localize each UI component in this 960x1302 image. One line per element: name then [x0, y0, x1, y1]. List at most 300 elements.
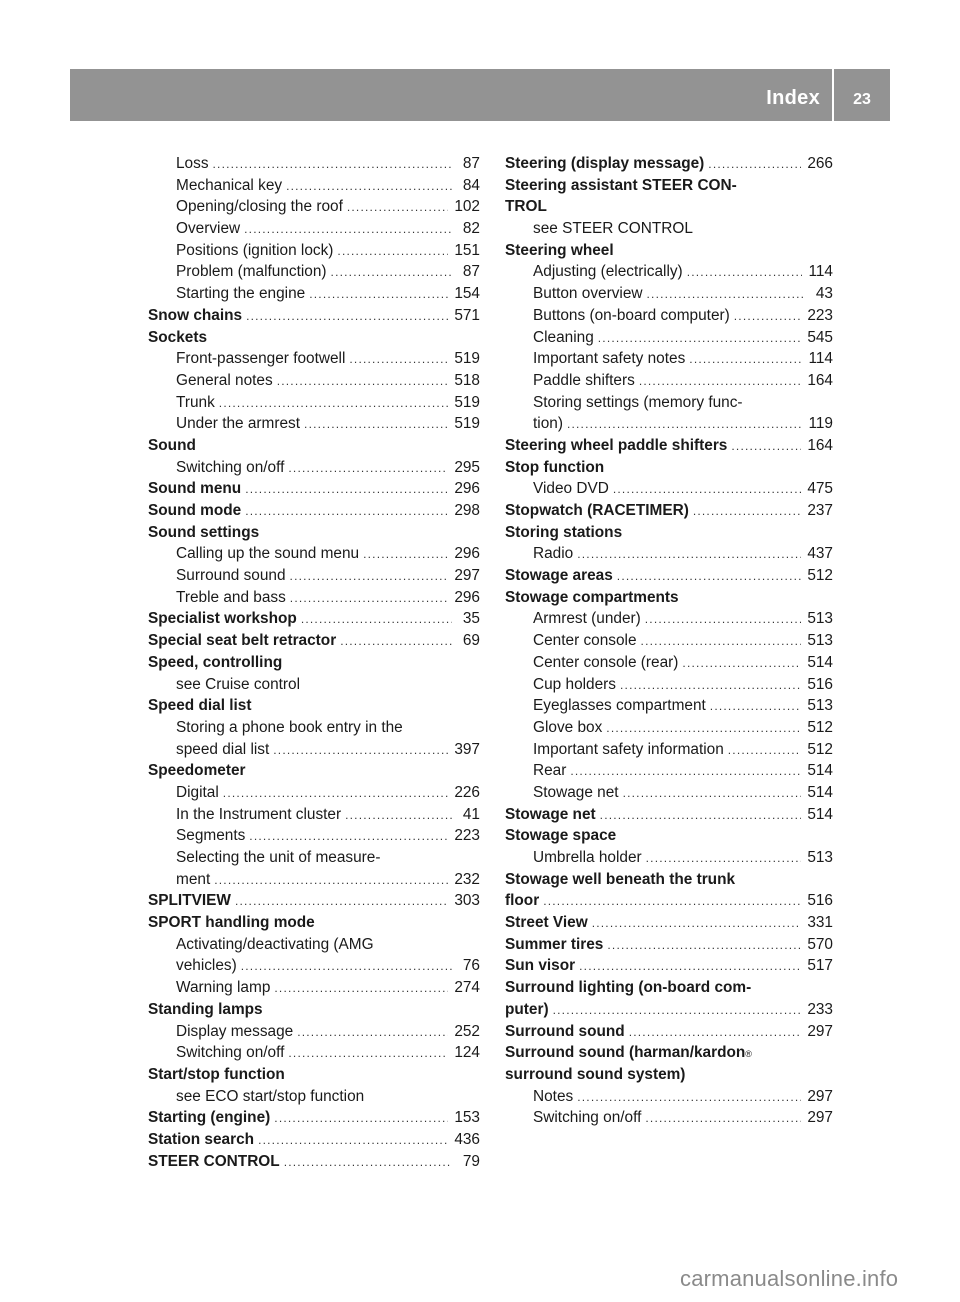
index-subentry[interactable]	[505, 1086, 833, 1108]
page-reference[interactable]: 153	[454, 1109, 480, 1127]
index-subentry[interactable]	[148, 955, 480, 977]
index-subentry[interactable]	[148, 739, 480, 761]
index-entry	[148, 760, 480, 782]
index-subentry	[505, 392, 833, 414]
entry-text: ment	[176, 870, 211, 888]
entry-text: Switching on/off	[176, 1044, 285, 1062]
dot-leader	[600, 805, 802, 827]
entry-text: Switching on/off	[533, 1109, 642, 1127]
page-reference[interactable]: 517	[807, 957, 833, 975]
entry-text: Steering wheel	[505, 241, 614, 259]
dot-leader	[304, 414, 448, 436]
dot-leader	[219, 393, 449, 415]
entry-text: Buttons (on-board computer)	[533, 306, 730, 324]
entry-text: Umbrella holder	[533, 849, 642, 866]
dot-leader	[543, 891, 801, 913]
index-entry[interactable]	[505, 912, 833, 934]
entry-text: Stowage areas	[505, 567, 613, 585]
entry-text: Video DVD	[533, 480, 609, 498]
index-subentry[interactable]	[148, 825, 480, 847]
page-reference[interactable]: 519	[454, 415, 480, 433]
dot-leader	[345, 805, 452, 827]
index-entry	[505, 1064, 833, 1086]
dot-leader	[592, 913, 802, 935]
index-subentry	[148, 1086, 480, 1108]
dot-leader	[349, 349, 448, 371]
dot-leader	[214, 870, 448, 892]
entry-text: Summer tires	[505, 935, 604, 953]
entry-text: Stowage compartments	[505, 588, 679, 606]
dot-leader	[641, 631, 802, 653]
index-entry	[148, 912, 480, 934]
entry-text: floor	[505, 892, 540, 910]
index-subentry[interactable]	[148, 869, 480, 891]
entry-text: Sound menu	[148, 480, 242, 498]
index-subentry[interactable]	[148, 1021, 480, 1043]
entry-text: Starting (engine)	[148, 1109, 271, 1127]
entry-text: Armrest (under)	[533, 610, 641, 628]
entry-text: Surround sound	[505, 1022, 625, 1040]
page-reference[interactable]: 114	[808, 350, 833, 368]
entry-text: Paddle shifters	[533, 371, 635, 389]
page-reference[interactable]: 519	[454, 393, 480, 411]
entry-text: see STEER CONTROL	[533, 220, 693, 238]
entry-text: Center console	[533, 632, 637, 650]
entry-text: Switching on/off	[176, 458, 285, 476]
index-subentry[interactable]	[148, 348, 480, 370]
index-entry[interactable]	[148, 630, 480, 652]
page-reference[interactable]: 513	[807, 849, 833, 866]
page-reference[interactable]: 274	[454, 979, 480, 997]
index-column-right	[505, 153, 833, 1129]
index-entry[interactable]	[505, 500, 833, 522]
page-reference[interactable]: 436	[454, 1130, 480, 1148]
index-entry[interactable]	[505, 1021, 833, 1043]
index-entry	[148, 695, 480, 717]
entry-text: TROL	[505, 198, 547, 216]
index-subentry[interactable]	[505, 283, 833, 305]
entry-text: Start/stop function	[148, 1065, 285, 1083]
dot-leader	[297, 1022, 448, 1044]
index-subentry[interactable]	[148, 565, 480, 587]
index-subentry[interactable]	[148, 543, 480, 565]
page-reference[interactable]: 331	[807, 914, 833, 932]
entry-text: Positions (ignition lock)	[176, 241, 334, 259]
dot-leader	[579, 956, 801, 978]
page-reference[interactable]: 296	[454, 545, 480, 563]
index-entry	[505, 825, 833, 847]
page-reference[interactable]: 266	[807, 155, 833, 172]
index-subentry[interactable]	[148, 1042, 480, 1064]
index-entry[interactable]	[148, 608, 480, 630]
dot-leader	[689, 349, 802, 371]
entry-text: Station search	[148, 1130, 255, 1148]
index-subentry[interactable]	[505, 261, 833, 283]
dot-leader	[567, 414, 803, 436]
index-entry[interactable]	[148, 1129, 480, 1151]
index-entry	[148, 999, 480, 1021]
dot-leader	[687, 262, 803, 284]
entry-text: Standing lamps	[148, 1000, 263, 1018]
index-entry[interactable]	[505, 435, 833, 457]
entry-text: Mechanical key	[176, 176, 283, 194]
index-subentry[interactable]	[148, 283, 480, 305]
dot-leader	[606, 718, 801, 740]
entry-text: Problem (malfunction)	[176, 263, 327, 281]
index-subentry[interactable]	[148, 804, 480, 826]
index-entry	[148, 652, 480, 674]
dot-leader	[646, 848, 802, 870]
index-subentry[interactable]	[148, 977, 480, 999]
index-subentry[interactable]	[505, 652, 833, 674]
index-entry	[505, 587, 833, 609]
index-subentry[interactable]	[148, 587, 480, 609]
entry-text: Treble and bass	[176, 588, 286, 606]
entry-text: Sound	[148, 436, 196, 454]
entry-text: Steering assistant STEER CON-	[505, 176, 737, 194]
page-reference[interactable]: 164	[807, 436, 833, 454]
dot-leader	[710, 696, 802, 718]
entry-text: Important safety information	[533, 740, 724, 758]
entry-text: Sound settings	[148, 523, 260, 541]
page-reference[interactable]: 237	[807, 502, 833, 519]
page-reference[interactable]: 226	[454, 783, 480, 801]
index-entry[interactable]	[505, 153, 833, 175]
entry-text: Cup holders	[533, 675, 616, 693]
dot-leader	[258, 1130, 448, 1152]
index-entry[interactable]	[505, 565, 833, 587]
page-reference[interactable]: 69	[462, 632, 480, 650]
entry-text: Loss	[176, 155, 209, 172]
dot-leader	[223, 783, 449, 805]
index-subentry[interactable]	[505, 327, 833, 349]
entry-text: Adjusting (electrically)	[533, 263, 683, 281]
page-number: 23	[853, 91, 871, 108]
index-subentry[interactable]	[505, 608, 833, 630]
page-reference[interactable]: 82	[462, 220, 480, 238]
page-reference[interactable]: 232	[454, 870, 480, 888]
dot-leader	[639, 371, 802, 393]
page-reference[interactable]: 303	[454, 892, 480, 910]
page-reference[interactable]: 233	[807, 1000, 833, 1018]
dot-leader	[241, 956, 452, 978]
page-reference[interactable]: 397	[454, 740, 480, 758]
entry-text: Warning lamp	[176, 979, 271, 997]
index-entry[interactable]	[505, 804, 833, 826]
index-entry[interactable]	[505, 934, 833, 956]
entry-text: Surround sound	[176, 567, 286, 585]
entry-text: surround sound system)	[505, 1065, 686, 1083]
entry-text: Calling up the sound menu	[176, 545, 360, 563]
page-reference[interactable]: 223	[454, 827, 480, 845]
dot-leader	[645, 609, 802, 631]
entry-text: Speedometer	[148, 762, 246, 780]
page-reference[interactable]: 512	[807, 567, 833, 585]
index-subentry[interactable]	[505, 630, 833, 652]
dot-leader	[623, 783, 802, 805]
index-subentry[interactable]	[505, 413, 833, 435]
index-entry	[148, 327, 480, 349]
dot-leader	[577, 1087, 801, 1109]
watermark: carmanualsonline.info	[680, 1266, 899, 1291]
page-reference[interactable]: 512	[807, 740, 833, 758]
dot-leader	[274, 1108, 448, 1130]
index-entry	[148, 435, 480, 457]
index-entry	[148, 1064, 480, 1086]
index-subentry[interactable]	[148, 370, 480, 392]
page-reference[interactable]: 102	[454, 198, 480, 216]
index-subentry[interactable]	[148, 175, 480, 197]
dot-leader	[598, 328, 802, 350]
dot-leader	[309, 284, 448, 306]
index-subentry[interactable]	[505, 782, 833, 804]
dot-leader	[245, 479, 448, 501]
page-reference[interactable]: 516	[807, 675, 833, 693]
page-reference[interactable]: 296	[454, 480, 480, 498]
page-reference[interactable]: 87	[462, 155, 480, 172]
dot-leader	[645, 1108, 801, 1130]
entry-text: Storing stations	[505, 523, 623, 541]
entry-text: Display message	[176, 1022, 294, 1040]
index-subentry	[148, 847, 480, 869]
index-subentry[interactable]	[505, 717, 833, 739]
index-subentry[interactable]	[505, 305, 833, 327]
entry-text: tion)	[533, 415, 563, 433]
entry-text: Storing settings (memory func-	[533, 393, 743, 411]
page-reference[interactable]: 475	[807, 480, 833, 498]
page-reference[interactable]: 297	[807, 1022, 833, 1040]
dot-leader	[245, 501, 448, 523]
dot-leader	[235, 891, 448, 913]
page-reference[interactable]: 164	[807, 371, 833, 389]
entry-text: Segments	[176, 827, 246, 845]
index-subentry[interactable]	[148, 261, 480, 283]
entry-text: Important safety notes	[533, 350, 686, 368]
dot-leader	[273, 740, 448, 762]
index-entry	[505, 977, 833, 999]
page-reference[interactable]: 43	[815, 285, 833, 303]
entry-text: Under the armrest	[176, 415, 301, 433]
entry-text: Activating/deactivating (AMG	[176, 935, 374, 953]
index-entry[interactable]	[148, 500, 480, 522]
entry-text: Stowage space	[505, 827, 617, 845]
page-reference[interactable]: 297	[807, 1087, 833, 1105]
entry-text: Specialist workshop	[148, 610, 297, 628]
entry-text: Surround sound (harman/kardon	[505, 1044, 746, 1062]
index-entry[interactable]	[148, 890, 480, 912]
page-reference[interactable]: 516	[807, 892, 833, 910]
entry-text: Cleaning	[533, 328, 594, 346]
page-reference[interactable]: 87	[462, 263, 480, 281]
entry-text: Sound mode	[148, 502, 242, 519]
dot-leader	[553, 1000, 802, 1022]
dot-leader	[284, 1152, 452, 1174]
header-band	[70, 69, 832, 121]
entry-text: Steering wheel paddle shifters	[505, 436, 728, 454]
index-subentry	[148, 717, 480, 739]
entry-text: Special seat belt retractor	[148, 632, 337, 650]
page-reference[interactable]: 545	[807, 328, 833, 346]
page-reference[interactable]: 297	[454, 567, 480, 585]
index-entry[interactable]	[505, 890, 833, 912]
entry-text: vehicles)	[176, 957, 237, 975]
page-reference[interactable]: 297	[807, 1109, 833, 1127]
page-reference[interactable]: 296	[454, 588, 480, 606]
entry-text: SPLITVIEW	[148, 892, 231, 910]
index-subentry[interactable]	[148, 218, 480, 240]
index-entry[interactable]	[148, 478, 480, 500]
dot-leader	[213, 154, 452, 176]
entry-text: SPORT handling mode	[148, 914, 315, 932]
entry-text: STEER CONTROL	[148, 1152, 280, 1170]
entry-text: see ECO start/stop function	[176, 1087, 365, 1105]
page-reference[interactable]: 513	[807, 697, 833, 715]
dot-leader	[286, 176, 452, 198]
index-subentry[interactable]	[148, 240, 480, 262]
index-subentry[interactable]	[505, 739, 833, 761]
dot-leader	[620, 675, 801, 697]
index-subentry[interactable]	[505, 543, 833, 565]
page-reference[interactable]: 295	[454, 458, 480, 476]
index-entry[interactable]	[148, 305, 480, 327]
section-title: Index	[766, 87, 820, 109]
index-subentry[interactable]	[505, 370, 833, 392]
dot-leader	[708, 154, 801, 176]
page-reference[interactable]: 119	[808, 415, 833, 433]
dot-leader	[340, 631, 452, 653]
dot-leader	[288, 1043, 448, 1065]
index-entry	[505, 869, 833, 891]
page-reference[interactable]: 514	[807, 653, 833, 671]
entry-text: Opening/closing the roof	[176, 198, 343, 216]
dot-leader	[613, 479, 801, 501]
page-reference[interactable]: 298	[454, 502, 480, 519]
index-entry[interactable]	[505, 999, 833, 1021]
page-reference[interactable]: 513	[807, 632, 833, 650]
entry-text: Street View	[505, 914, 588, 932]
page-reference[interactable]: 154	[454, 285, 480, 303]
page-reference[interactable]: 513	[807, 610, 833, 628]
page-reference[interactable]: 252	[454, 1022, 480, 1040]
dot-leader	[331, 262, 452, 284]
index-entry	[505, 457, 833, 479]
page-reference[interactable]: 223	[807, 306, 833, 324]
index-subentry[interactable]	[148, 782, 480, 804]
index-entry[interactable]	[148, 1107, 480, 1129]
index-subentry[interactable]	[505, 847, 833, 869]
entry-text: Digital	[176, 783, 219, 801]
dot-leader	[301, 609, 452, 631]
index-entry[interactable]	[148, 1151, 480, 1173]
index-subentry[interactable]	[148, 392, 480, 414]
index-subentry[interactable]	[148, 413, 480, 435]
index-subentry[interactable]	[148, 153, 480, 175]
page-reference[interactable]: 151	[454, 241, 480, 259]
index-subentry[interactable]	[505, 478, 833, 500]
page-reference[interactable]: 35	[462, 610, 480, 628]
index-entry	[148, 522, 480, 544]
page-reference[interactable]: 514	[807, 762, 833, 780]
entry-text: Front-passenger footwell	[176, 350, 346, 368]
dot-leader	[629, 1022, 802, 1044]
page-reference[interactable]: 518	[454, 371, 480, 389]
dot-leader	[244, 219, 452, 241]
dot-leader	[274, 978, 448, 1000]
index-subentry[interactable]	[148, 196, 480, 218]
dot-leader	[647, 284, 805, 306]
dot-leader	[693, 501, 801, 523]
entry-text: Radio	[533, 545, 574, 563]
entry-text: Button overview	[533, 285, 643, 303]
index-subentry	[505, 218, 833, 240]
dot-leader	[682, 653, 801, 675]
page-reference[interactable]: 514	[807, 805, 833, 823]
index-subentry[interactable]	[505, 674, 833, 696]
entry-text: Center console (rear)	[533, 653, 679, 671]
index-subentry	[148, 674, 480, 696]
dot-leader	[337, 241, 448, 263]
dot-leader	[246, 306, 448, 328]
dot-leader	[290, 566, 449, 588]
index-entry	[505, 240, 833, 262]
page-reference[interactable]: 114	[808, 263, 833, 281]
entry-text: Eyeglasses compartment	[533, 697, 706, 715]
dot-leader	[347, 197, 448, 219]
entry-text: Notes	[533, 1087, 574, 1105]
entry-text: Steering (display message)	[505, 155, 705, 172]
index-entry[interactable]	[505, 955, 833, 977]
dot-leader	[607, 935, 801, 957]
page-reference[interactable]: 124	[454, 1044, 480, 1062]
entry-text: Snow chains	[148, 306, 243, 324]
entry-text: Stopwatch (RACETIMER)	[505, 502, 689, 519]
dot-leader	[577, 544, 801, 566]
page-reference[interactable]: 571	[454, 306, 480, 324]
entry-text: Stop function	[505, 458, 605, 476]
page-reference[interactable]: 76	[462, 957, 480, 975]
entry-text: Starting the engine	[176, 285, 306, 303]
dot-leader	[617, 566, 802, 588]
entry-text: Storing a phone book entry in the	[176, 718, 403, 736]
index-subentry[interactable]	[148, 457, 480, 479]
index-subentry[interactable]	[505, 348, 833, 370]
entry-text: Surround lighting (on-board com-	[505, 979, 752, 997]
page-reference[interactable]: 512	[807, 718, 833, 736]
dot-leader	[249, 826, 448, 848]
entry-text: puter)	[505, 1000, 549, 1018]
page-number-box	[834, 69, 890, 121]
index-entry	[505, 522, 833, 544]
page-reference[interactable]: 79	[462, 1152, 480, 1170]
dot-leader	[570, 761, 801, 783]
page-reference[interactable]: 570	[807, 935, 833, 953]
entry-text: Sockets	[148, 328, 208, 346]
entry-text: Stowage net	[505, 805, 596, 823]
index-entry: Surround sound (harman/kardon ®	[505, 1042, 833, 1064]
page-reference[interactable]: 514	[807, 783, 833, 801]
entry-text: Speed, controlling	[148, 653, 283, 671]
page-reference[interactable]: 437	[807, 545, 833, 563]
dot-leader	[288, 458, 448, 480]
page-reference[interactable]: 41	[462, 805, 480, 823]
page-reference[interactable]: 84	[462, 176, 480, 194]
index-subentry[interactable]	[505, 695, 833, 717]
index-subentry[interactable]	[505, 1107, 833, 1129]
entry-text: In the Instrument cluster	[176, 805, 342, 823]
dot-leader	[731, 436, 801, 458]
page-reference[interactable]: 519	[454, 350, 480, 368]
index-subentry[interactable]	[505, 760, 833, 782]
